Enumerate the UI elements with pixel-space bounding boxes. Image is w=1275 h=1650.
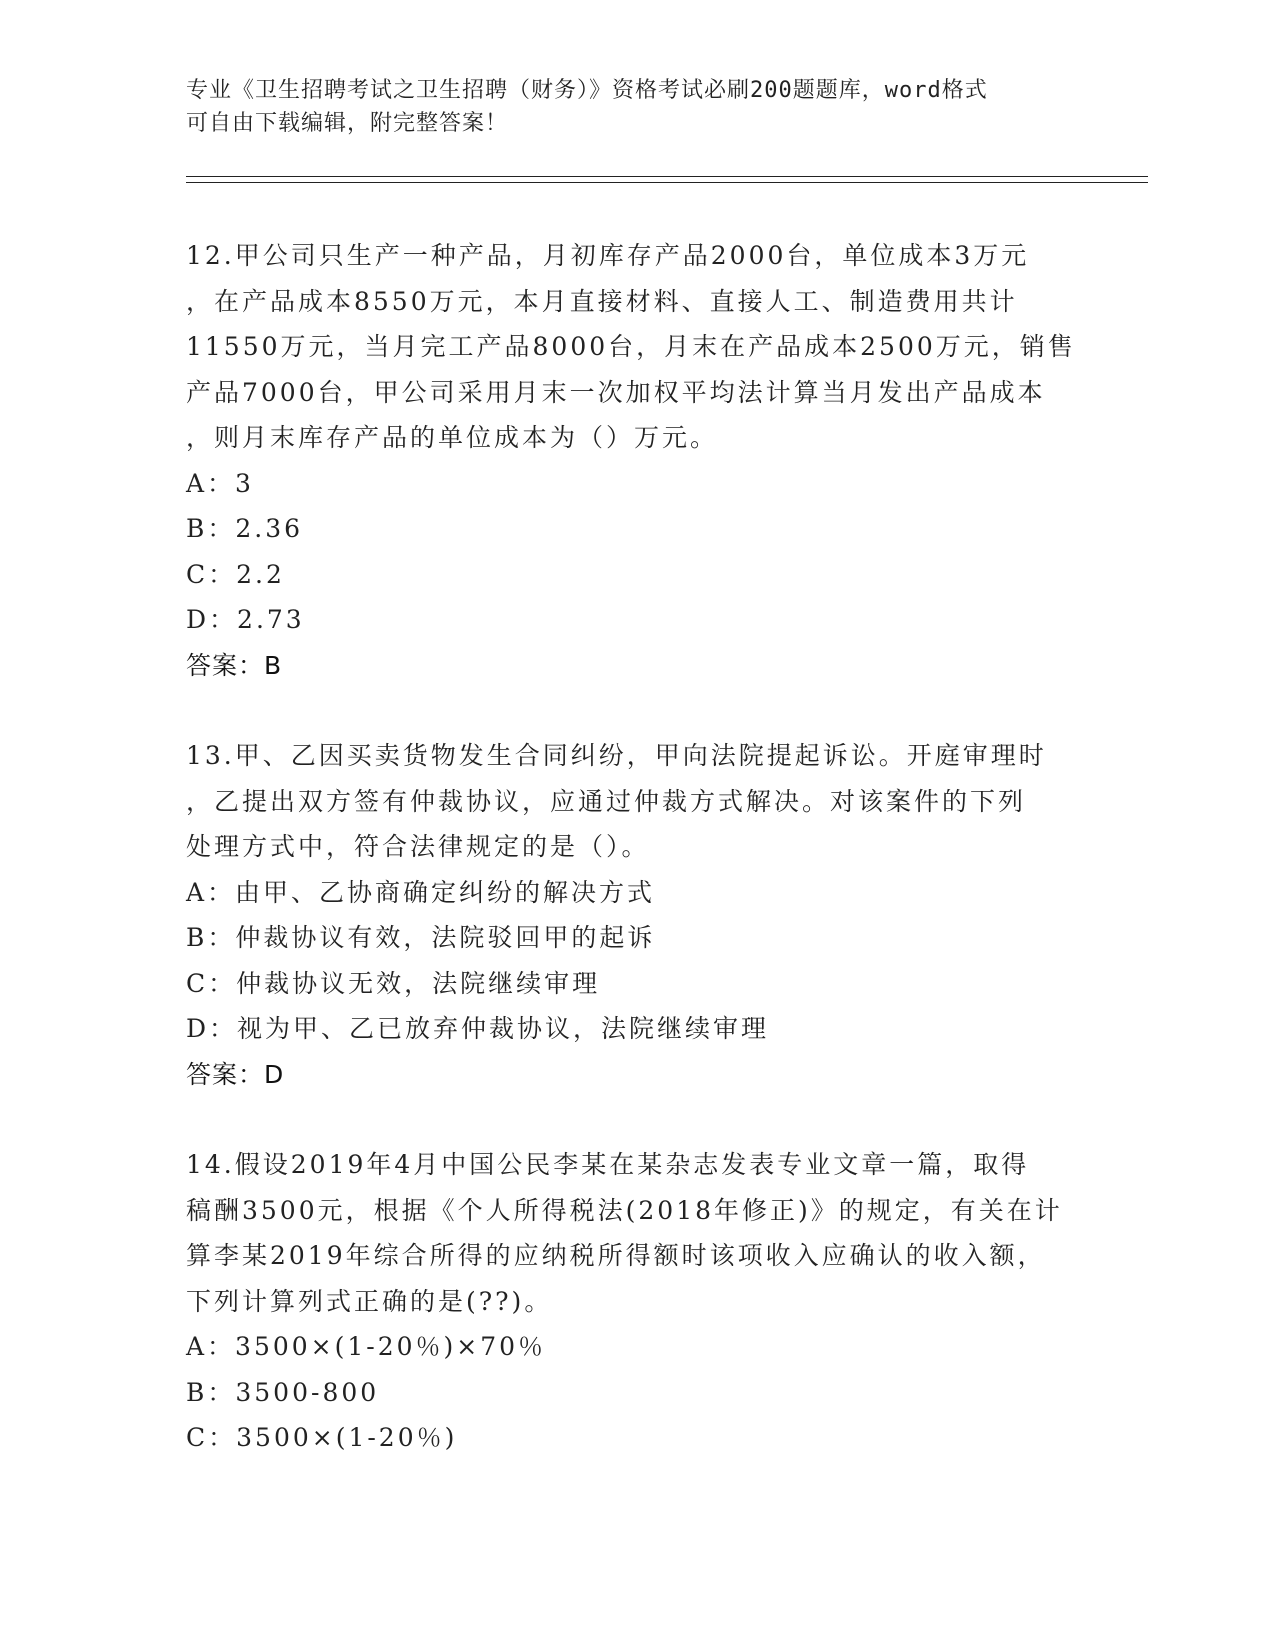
question-13-option-d: D：视为甲、乙已放弃仲裁协议，法院继续审理 bbox=[186, 1014, 770, 1043]
question-12-option-b: B：2.36 bbox=[186, 514, 304, 543]
question-13-option-a: A：由甲、乙协商确定纠纷的解决方式 bbox=[186, 877, 656, 907]
question-12-answer: 答案：B bbox=[186, 650, 283, 680]
question-13-line-3: 处理方式中，符合法律规定的是（）。 bbox=[186, 832, 650, 861]
question-13-option-c: C：仲裁协议无效，法院继续审理 bbox=[186, 968, 601, 998]
document-header bbox=[186, 74, 1066, 140]
question-12-option-a: A：3 bbox=[186, 468, 254, 498]
question-12-option-c: C：2.2 bbox=[186, 559, 285, 589]
header-divider-top bbox=[186, 176, 1148, 177]
question-14-line-3: 算李某2019年综合所得的应纳税所得额时该项收入应确认的收入额， bbox=[186, 1241, 1046, 1270]
question-13-option-b: B：仲裁协议有效，法院驳回甲的起诉 bbox=[186, 923, 656, 952]
question-12-line-2: ，在产品成本8550万元，本月直接材料、直接人工、制造费用共计 bbox=[186, 286, 1018, 316]
question-14-line-4: 下列计算列式正确的是(??)。 bbox=[186, 1286, 553, 1316]
question-13 bbox=[186, 733, 1086, 1097]
question-14-line-2: 稿酬3500元，根据《个人所得税法(2018年修正)》的规定，有关在计 bbox=[186, 1195, 1063, 1225]
question-13-line-2: ，乙提出双方签有仲裁协议，应通过仲裁方式解决。对该案件的下列 bbox=[186, 786, 1027, 816]
question-12-line-4: 产品7000台，甲公司采用月末一次加权平均法计算当月发出产品成本 bbox=[186, 377, 1046, 407]
question-14-option-b: B：3500-800 bbox=[186, 1377, 380, 1407]
question-12-option-d: D：2.73 bbox=[186, 605, 305, 634]
question-14-option-a: A：3500×(1-20％)×70％ bbox=[186, 1332, 547, 1361]
question-12-line-3: 11550万元，当月完工产品8000台，月末在产品成本2500万元，销售 bbox=[186, 332, 1076, 361]
question-12 bbox=[186, 233, 1086, 688]
header-line-1: 专业《卫生招聘考试之卫生招聘（财务）》资格考试必刷200题题库，word格式 bbox=[186, 78, 988, 103]
header-divider-bottom bbox=[186, 182, 1148, 183]
question-12-line-1: 12.甲公司只生产一种产品，月初库存产品2000台，单位成本3万元 bbox=[186, 241, 1030, 270]
header-line-2: 可自由下载编辑，附完整答案！ bbox=[186, 111, 509, 136]
question-12-line-5: ，则月末库存产品的单位成本为（）万元。 bbox=[186, 423, 719, 452]
question-13-answer: 答案：D bbox=[186, 1059, 285, 1089]
question-14-option-c: C：3500×(1-20％) bbox=[186, 1423, 458, 1452]
question-14-line-1: 14.假设2019年4月中国公民李某在某杂志发表专业文章一篇，取得 bbox=[186, 1150, 1030, 1179]
question-14 bbox=[186, 1142, 1086, 1461]
question-13-line-1: 13.甲、乙因买卖货物发生合同纠纷，甲向法院提起诉讼。开庭审理时 bbox=[186, 741, 1047, 770]
